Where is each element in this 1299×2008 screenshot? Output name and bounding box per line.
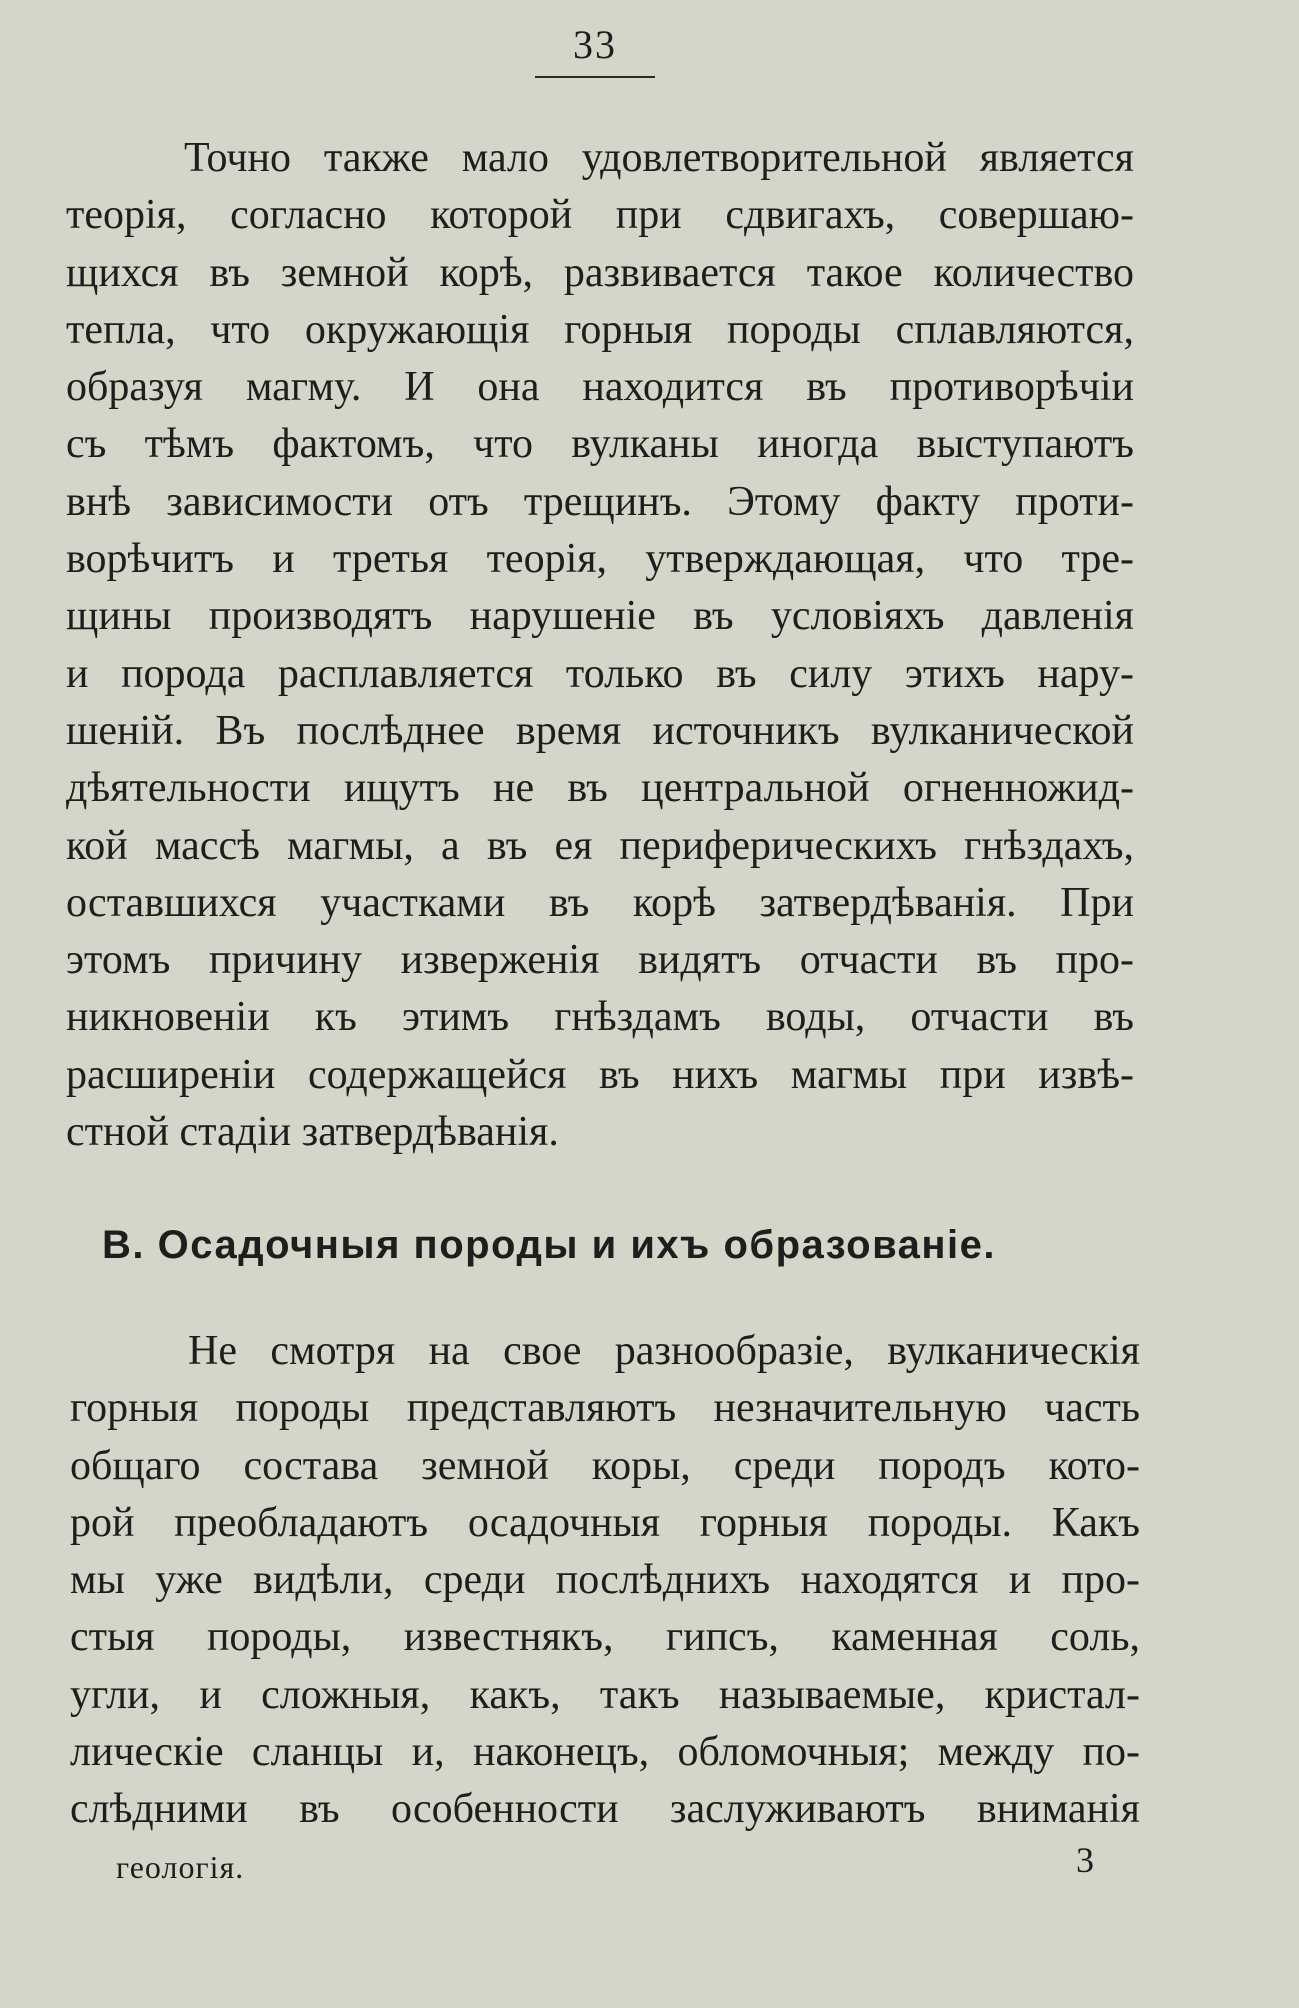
- text-line: тепла, что окружающія горныя породы сплавляются,: [66, 306, 1134, 353]
- text-line: и порода расплавляется только въ силу этихъ нару-: [66, 650, 1134, 697]
- text-line: стыя породы, известнякъ, гипсъ, каменная соль,: [70, 1614, 1140, 1661]
- text-line: этомъ причину изверженія видятъ отчасти въ про-: [66, 937, 1134, 984]
- text-line: дѣятельности ищутъ не въ центральной огненножид-: [66, 765, 1134, 812]
- text-line: мы уже видѣли, среди послѣднихъ находятся и про-: [70, 1557, 1140, 1604]
- text-line: стной стадіи затвердѣванія.: [66, 1109, 559, 1156]
- text-line: лическіе сланцы и, наконецъ, обломочныя; между по-: [70, 1729, 1140, 1776]
- text-line: никновеніи къ этимъ гнѣздамъ воды, отчасти въ: [66, 994, 1134, 1041]
- text-line: Точно также мало удовлетворительной является: [184, 135, 1134, 181]
- text-line: общаго состава земной коры, среди породъ кото-: [70, 1442, 1140, 1489]
- text-line: слѣдними въ особенности заслуживаютъ вниманія: [70, 1786, 1140, 1833]
- text-line: горныя породы представляютъ незначительную часть: [70, 1385, 1140, 1432]
- text-line: оставшихся участками въ корѣ затвердѣванія. При: [66, 879, 1134, 926]
- header-rule: [535, 76, 655, 78]
- text-line: теорія, согласно которой при сдвигахъ, совершаю-: [66, 192, 1134, 239]
- section-heading: В. Осадочныя породы и ихъ образованіе.: [102, 1223, 997, 1267]
- footer-signature: геологія.: [116, 1849, 245, 1885]
- text-line: кой массѣ магмы, а въ ея периферическихъ гнѣздахъ,: [66, 822, 1134, 869]
- text-line: рой преобладаютъ осадочныя горныя породы. Какъ: [70, 1499, 1140, 1546]
- text-line: Не смотря на свое разнообразіе, вулканическія: [188, 1328, 1140, 1374]
- text-line: образуя магму. И она находится въ противорѣчіи: [66, 364, 1134, 411]
- page-number: 33: [573, 22, 617, 67]
- text-line: угли, и сложныя, какъ, такъ называемые, кристал-: [70, 1671, 1140, 1718]
- text-line: шеній. Въ послѣднее время источникъ вулканической: [66, 707, 1134, 754]
- paragraph-2: [70, 1323, 1140, 1839]
- text-line: съ тѣмъ фактомъ, что вулканы иногда выступаютъ: [66, 421, 1134, 468]
- footer-sheet-number: 3: [1076, 1840, 1094, 1880]
- text-line: ворѣчитъ и третья теорія, утверждающая, что тре-: [66, 536, 1134, 583]
- text-line: внѣ зависимости отъ трещинъ. Этому факту проти-: [66, 478, 1134, 525]
- text-line: расширеніи содержащейся въ нихъ магмы при извѣ-: [66, 1051, 1134, 1098]
- text-line: щихся въ земной корѣ, развивается такое количество: [66, 249, 1134, 296]
- text-line: щины производятъ нарушеніе въ условіяхъ давленія: [66, 593, 1134, 640]
- paragraph-1: [66, 130, 1134, 1161]
